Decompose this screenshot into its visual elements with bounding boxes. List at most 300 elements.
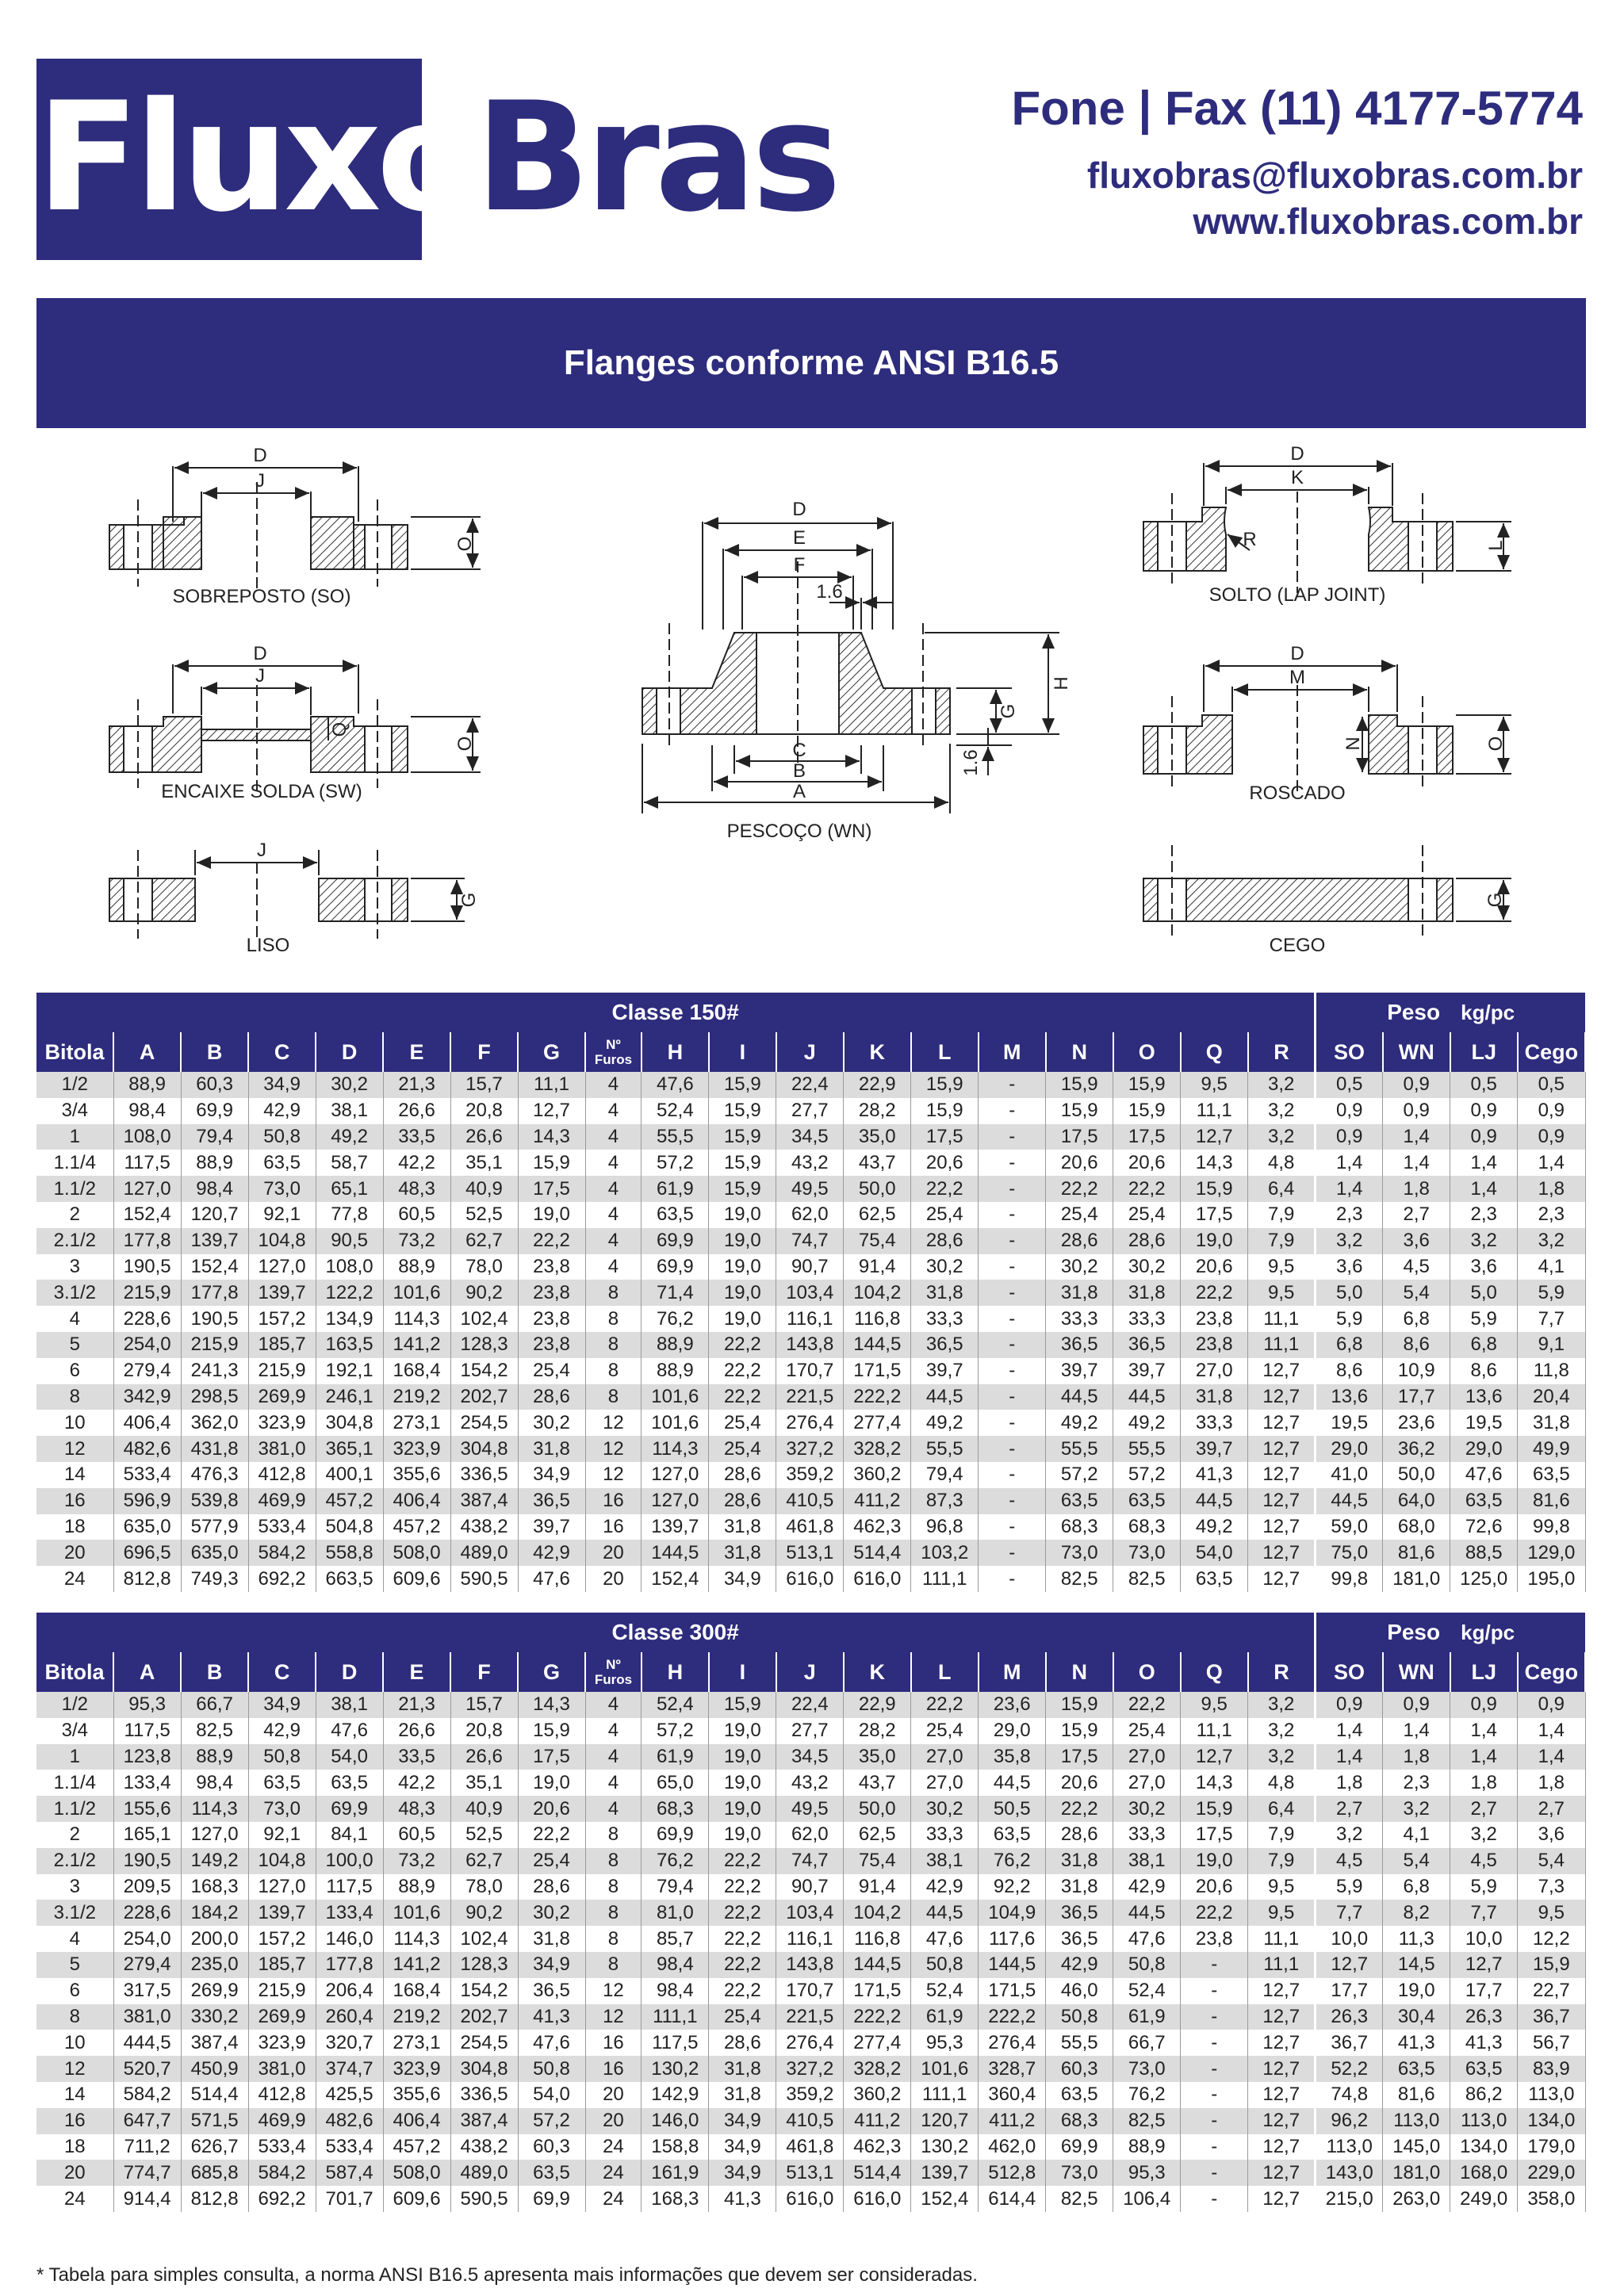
table-cell: 73,0 [1113,1540,1181,1566]
table-cell: 12,2 [1518,1926,1585,1952]
bitola-cell: 20 [36,1540,113,1566]
table-cell: 438,2 [450,1514,518,1540]
table-cell: 81,6 [1383,1540,1450,1566]
table-cell: 359,2 [776,2082,844,2108]
table-cell: 165,1 [113,1822,181,1848]
label-so: SOBREPOSTO (SO) [172,586,351,607]
table-cell: 114,3 [181,1796,248,1822]
table-cell: 34,9 [709,1566,776,1592]
table-cell: 47,6 [518,2030,585,2056]
table-cell: 400,1 [316,1462,383,1488]
table-cell: 276,4 [776,2030,844,2056]
table-cell: 50,5 [979,1796,1046,1822]
table-cell: 26,6 [450,1124,518,1150]
table-cell: 59,0 [1316,1514,1383,1540]
table-cell: 98,4 [113,1098,181,1124]
column-header: G [518,1652,585,1692]
table-cell: - [979,1202,1046,1228]
table-cell: 596,9 [113,1488,181,1514]
table-cell: 154,2 [450,1978,518,2004]
table-cell: 21,3 [383,1072,450,1098]
column-header: F [450,1032,518,1072]
table-row [36,1072,1585,1098]
table-cell: 4,8 [1248,1770,1316,1796]
column-header: E [383,1032,450,1072]
table-cell: 171,5 [844,1358,911,1384]
table-cell: 31,8 [709,1514,776,1540]
table-cell: 144,5 [844,1952,911,1978]
table-cell: 19,0 [709,1202,776,1228]
table-cell: 3,2 [1248,1072,1316,1098]
brand-part-2: Bras [475,70,837,245]
table-cell: 235,0 [181,1952,248,1978]
table-cell: 365,1 [316,1436,383,1462]
table-cell: 15,7 [450,1692,518,1718]
column-header: M [979,1652,1046,1692]
table-cell: 381,0 [113,2004,181,2030]
table-cell: 50,0 [1383,1462,1450,1488]
table-cell: 57,2 [1113,1462,1181,1488]
table-cell: 22,2 [1181,1900,1248,1926]
table-cell: 20,6 [1046,1150,1113,1176]
table-cell: 4 [585,1176,642,1202]
table-cell: 103,2 [911,1540,979,1566]
table-cell: 22,2 [1181,1280,1248,1306]
table-cell: 63,5 [248,1150,316,1176]
table-cell: 17,7 [1316,1978,1383,2004]
table-cell: 12 [585,1410,642,1436]
table-cell: 6,4 [1248,1176,1316,1202]
table-cell: 15,9 [709,1098,776,1124]
table-cell: 19,0 [709,1796,776,1822]
table-cell: 22,2 [709,1874,776,1900]
column-header: H [642,1032,709,1072]
table-cell: 5,9 [1450,1306,1518,1332]
table-cell: 108,0 [113,1124,181,1150]
column-header: C [248,1652,316,1692]
table-cell: 69,9 [518,2186,585,2212]
table-cell: 23,8 [1181,1926,1248,1952]
dim-wn-e: E [792,527,806,549]
table-cell: 63,5 [316,1770,383,1796]
table-cell: 42,9 [518,1540,585,1566]
table-cell: 1,4 [1518,1718,1585,1744]
table-cell: 533,4 [113,1462,181,1488]
table-cell: 8 [585,1280,642,1306]
table-cell: 129,0 [1518,1540,1585,1566]
column-header: Nº Furos [585,1652,642,1692]
table-cell: 22,2 [709,1358,776,1384]
table-cell: 0,9 [1518,1692,1585,1718]
table-cell: 22,4 [776,1072,844,1098]
table-cell: 504,8 [316,1514,383,1540]
bitola-cell: 1/2 [36,1072,113,1098]
table-cell: 1,4 [1316,1150,1383,1176]
table-cell: 38,1 [316,1692,383,1718]
table-cell: 60,5 [383,1202,450,1228]
bitola-cell: 5 [36,1952,113,1978]
table-cell: 3,2 [1248,1692,1316,1718]
dim-sw-d: D [253,643,267,664]
table-cell: 33,3 [1181,1410,1248,1436]
table-cell: 269,9 [181,1978,248,2004]
table-cell: 88,5 [1450,1540,1518,1566]
table-cell: 28,2 [844,1718,911,1744]
table-cell: 134,9 [316,1306,383,1332]
table-cell: 22,9 [844,1072,911,1098]
table-cell: 15,9 [709,1692,776,1718]
table-cell: 15,9 [1181,1796,1248,1822]
table-cell: 412,8 [248,2082,316,2108]
table-cell: 812,8 [181,2186,248,2212]
table-cell: 154,2 [450,1358,518,1384]
table-cell: 42,9 [911,1874,979,1900]
table-cell: 469,9 [248,1488,316,1514]
table-cell: 88,9 [181,1744,248,1770]
table-cell: 4 [585,1796,642,1822]
table-cell: 229,0 [1518,2160,1585,2186]
table-cell: 28,6 [518,1874,585,1900]
table-cell: 23,8 [1181,1306,1248,1332]
table-cell: 33,3 [911,1306,979,1332]
table-cell: 88,9 [383,1254,450,1280]
table-cell: 127,0 [248,1874,316,1900]
table-cell: 0,5 [1518,1072,1585,1098]
table-cell: 116,1 [776,1306,844,1332]
table-cell: 8 [585,1926,642,1952]
table-cell: 14,3 [518,1124,585,1150]
table-cell: 81,6 [1383,2082,1450,2108]
table-row [36,1410,1585,1436]
table-cell: 0,5 [1316,1072,1383,1098]
table-cell: 17,5 [1046,1124,1113,1150]
table-cell: 276,4 [979,2030,1046,2056]
table-cell: 23,6 [1383,1410,1450,1436]
table-cell: 60,3 [518,2134,585,2160]
table-cell: 0,9 [1383,1692,1450,1718]
dim-wn-16a: 1.6 [816,581,843,603]
table-cell: - [979,1384,1046,1410]
peso-header-150 [1316,993,1585,1032]
table-cell: 614,4 [979,2186,1046,2212]
table-cell: 31,8 [1518,1410,1585,1436]
table-cell: 31,8 [1046,1848,1113,1874]
bitola-cell: 5 [36,1332,113,1358]
dim-roscado-n: N [1342,737,1364,751]
table-cell: 277,4 [844,2030,911,2056]
table-cell: 514,4 [181,2082,248,2108]
brand-part-1: Fluxo [36,70,476,245]
table-cell: 25,4 [518,1358,585,1384]
table-cell: 412,8 [248,1462,316,1488]
table-cell: 62,0 [776,1202,844,1228]
table-cell: 273,1 [383,2030,450,2056]
table-cell: 72,6 [1450,1514,1518,1540]
table-cell: 27,0 [1181,1358,1248,1384]
table-cell: 513,1 [776,2160,844,2186]
bitola-cell: 3/4 [36,1098,113,1124]
table-cell: 15,9 [709,1072,776,1098]
table-cell: 11,1 [1248,1926,1316,1952]
table-cell: 3,6 [1518,1822,1585,1848]
table-cell: 4 [585,1692,642,1718]
table-cell: 117,5 [642,2030,709,2056]
table-cell: 52,4 [642,1692,709,1718]
label-cego: CEGO [1269,935,1326,956]
table-cell: 63,5 [642,1202,709,1228]
table-cell: 15,9 [709,1176,776,1202]
table-cell: 14,3 [518,1692,585,1718]
table-row [36,2056,1585,2082]
table-cell: 9,5 [1181,1692,1248,1718]
table-cell: 155,6 [113,1796,181,1822]
table-cell: 8,6 [1450,1358,1518,1384]
diagram-wn [642,522,1059,813]
table-cell: 692,2 [248,1566,316,1592]
brand-logo [36,67,837,249]
table-cell: 584,2 [248,1540,316,1566]
table-row [36,1822,1585,1848]
table-cell: 127,0 [248,1254,316,1280]
table-cell: 57,2 [642,1718,709,1744]
table-cell: 7,3 [1518,1874,1585,1900]
table-cell: 49,5 [776,1796,844,1822]
table-cell: 7,7 [1518,1306,1585,1332]
table-cell: 73,0 [1046,1540,1113,1566]
table-cell: 431,8 [181,1436,248,1462]
table-cell: 171,5 [979,1978,1046,2004]
table-cell: 55,5 [1046,2030,1113,2056]
table-cell: 10,0 [1316,1926,1383,1952]
column-header: C [248,1032,316,1072]
table-cell: 28,6 [518,1384,585,1410]
table-cell: 2,3 [1518,1202,1585,1228]
table-cell: 616,0 [844,1566,911,1592]
table-cell: 4 [585,1202,642,1228]
table-cell: 55,5 [1046,1436,1113,1462]
table-cell: 3,2 [1248,1718,1316,1744]
banner-title: Flanges conforme ANSI B16.5 [563,343,1059,382]
table-cell: 246,1 [316,1384,383,1410]
table-cell: 254,0 [113,1332,181,1358]
table-cell: 34,9 [518,1952,585,1978]
table-cell: 76,2 [642,1848,709,1874]
table-cell: 31,8 [1181,1384,1248,1410]
table-cell: 161,9 [642,2160,709,2186]
table-cell: 98,4 [642,1952,709,1978]
table-cell: 513,1 [776,1540,844,1566]
table-cell: 0,9 [1450,1124,1518,1150]
table-cell: 143,0 [1316,2160,1383,2186]
table-cell: 482,6 [316,2108,383,2134]
table-cell: 4 [585,1098,642,1124]
table-cell: 139,7 [911,2160,979,2186]
table-cell: 6,4 [1248,1796,1316,1822]
table-cell: 55,5 [911,1436,979,1462]
table-cell: 19,0 [709,1822,776,1848]
table-cell: 277,4 [844,1410,911,1436]
table-cell: 317,5 [113,1978,181,2004]
table-cell: 635,0 [181,1540,248,1566]
table-cell: 152,4 [642,1566,709,1592]
table-cell: 90,7 [776,1874,844,1900]
table-cell: 202,7 [450,2004,518,2030]
dim-liso-j: J [257,840,266,861]
table-cell: 10,0 [1450,1926,1518,1952]
table-cell: 23,8 [518,1332,585,1358]
table-cell: 15,9 [1181,1176,1248,1202]
table-cell: 663,5 [316,1566,383,1592]
bitola-cell: 1 [36,1744,113,1770]
dim-wn-b: B [792,760,806,782]
diagram-liso [109,850,465,942]
table-cell: 9,5 [1181,1072,1248,1098]
table-cell: 489,0 [450,2160,518,2186]
table-cell: 15,9 [709,1150,776,1176]
table-cell: 88,9 [1113,2134,1181,2160]
table-cell: - [979,1150,1046,1176]
table-cell: 79,4 [642,1874,709,1900]
table-cell: 128,3 [450,1332,518,1358]
table-cell: 2,7 [1383,1202,1450,1228]
column-header: K [844,1652,911,1692]
table-cell: 1,4 [1450,1176,1518,1202]
table-row [36,1202,1585,1228]
table-cell: 577,9 [181,1514,248,1540]
table-cell: 533,4 [248,1514,316,1540]
table-cell: 177,8 [181,1280,248,1306]
table-cell: 206,4 [316,1978,383,2004]
dim-wn-d: D [792,499,806,520]
table-cell: 101,6 [642,1410,709,1436]
table-cell: 82,5 [1113,1566,1181,1592]
column-header: Bitola [36,1032,113,1072]
table-cell: 38,1 [316,1098,383,1124]
table-cell: 69,9 [642,1228,709,1254]
table-cell: 143,8 [776,1952,844,1978]
table-cell: 49,9 [1518,1436,1585,1462]
table-cell: 190,5 [113,1848,181,1874]
table-cell: 8,6 [1383,1332,1450,1358]
table-cell: 616,0 [776,1566,844,1592]
table-cell: 616,0 [844,2186,911,2212]
table-cell: 4 [585,1150,642,1176]
table-cell: 158,8 [642,2134,709,2160]
table-cell: 71,4 [642,1280,709,1306]
table-cell: 12,7 [1248,1540,1316,1566]
table-cell: 3,2 [1383,1796,1450,1822]
dim-so-j: J [255,470,265,492]
table-cell: 19,5 [1450,1410,1518,1436]
table-cell: 482,6 [113,1436,181,1462]
table-cell: 6,8 [1383,1874,1450,1900]
table-cell: 26,6 [383,1098,450,1124]
table-cell: 170,7 [776,1358,844,1384]
table-cell: 49,2 [1181,1514,1248,1540]
table-cell: 76,2 [642,1306,709,1332]
bitola-cell: 1.1/4 [36,1150,113,1176]
table-cell: 15,7 [450,1072,518,1098]
table-cell: 222,2 [979,2004,1046,2030]
table-cell: 43,2 [776,1770,844,1796]
table-cell: 55,5 [642,1124,709,1150]
table-cell: 15,9 [1046,1692,1113,1718]
table-cell: 425,5 [316,2082,383,2108]
table-cell: 24 [585,2186,642,2212]
table-cell: 0,9 [1518,1124,1585,1150]
table-cell: 49,2 [316,1124,383,1150]
table-cell: 33,3 [1046,1306,1113,1332]
table-cell: 12,7 [1248,2004,1316,2030]
bitola-cell: 3.1/2 [36,1280,113,1306]
table-cell: 127,0 [181,1822,248,1848]
table-cell: 5,4 [1383,1848,1450,1874]
table-cell: 22,4 [776,1692,844,1718]
table-cell: 98,4 [642,1978,709,2004]
table-cell: 113,0 [1383,2108,1450,2134]
table-cell: 514,4 [844,2160,911,2186]
table-cell: 36,5 [1046,1926,1113,1952]
table-cell: 28,6 [1113,1228,1181,1254]
table-cell: 25,4 [1113,1718,1181,1744]
table-cell: 50,8 [248,1744,316,1770]
table-cell: 0,9 [1316,1692,1383,1718]
table-cell: 38,1 [911,1848,979,1874]
table-cell: 11,1 [1181,1098,1248,1124]
table-cell: 177,8 [316,1952,383,1978]
table-row [36,1436,1585,1462]
table-cell: 52,4 [911,1978,979,2004]
table-cell: 381,0 [248,2056,316,2082]
table-cell: 22,2 [518,1822,585,1848]
table-cell: 476,3 [181,1462,248,1488]
table-cell: 113,0 [1518,2082,1585,2108]
table-cell: 514,4 [844,1540,911,1566]
table-row [36,1770,1585,1796]
table-cell: - [979,1254,1046,1280]
table-cell: 69,9 [642,1254,709,1280]
table-cell: 410,5 [776,2108,844,2134]
table-row [36,1848,1585,1874]
table-row [36,1900,1585,1926]
column-header: LJ [1450,1652,1518,1692]
table-cell: 558,8 [316,1540,383,1566]
table-cell: 359,2 [776,1462,844,1488]
table-cell: 104,2 [844,1280,911,1306]
table-cell: 181,0 [1383,2160,1450,2186]
table-cell: 46,0 [1046,1978,1113,2004]
table-cell: 100,0 [316,1848,383,1874]
table-cell: 249,0 [1450,2186,1518,2212]
table-cell: 31,8 [709,2056,776,2082]
bitola-cell: 3/4 [36,1718,113,1744]
column-header: Cego [1518,1652,1585,1692]
table-cell: 4,8 [1248,1150,1316,1176]
table-cell: 117,5 [316,1874,383,1900]
table-cell: 63,5 [518,2160,585,2186]
table-row [36,2108,1585,2134]
table-cell: 328,7 [979,2056,1046,2082]
table-row [36,1540,1585,1566]
table-cell: 181,0 [1383,1566,1450,1592]
table-cell: 29,0 [979,1718,1046,1744]
table-cell: 116,8 [844,1926,911,1952]
table-cell: 19,0 [709,1770,776,1796]
table-cell: 19,0 [709,1254,776,1280]
column-header: E [383,1652,450,1692]
table-cell: 28,6 [1046,1228,1113,1254]
table-cell: 101,6 [642,1384,709,1410]
